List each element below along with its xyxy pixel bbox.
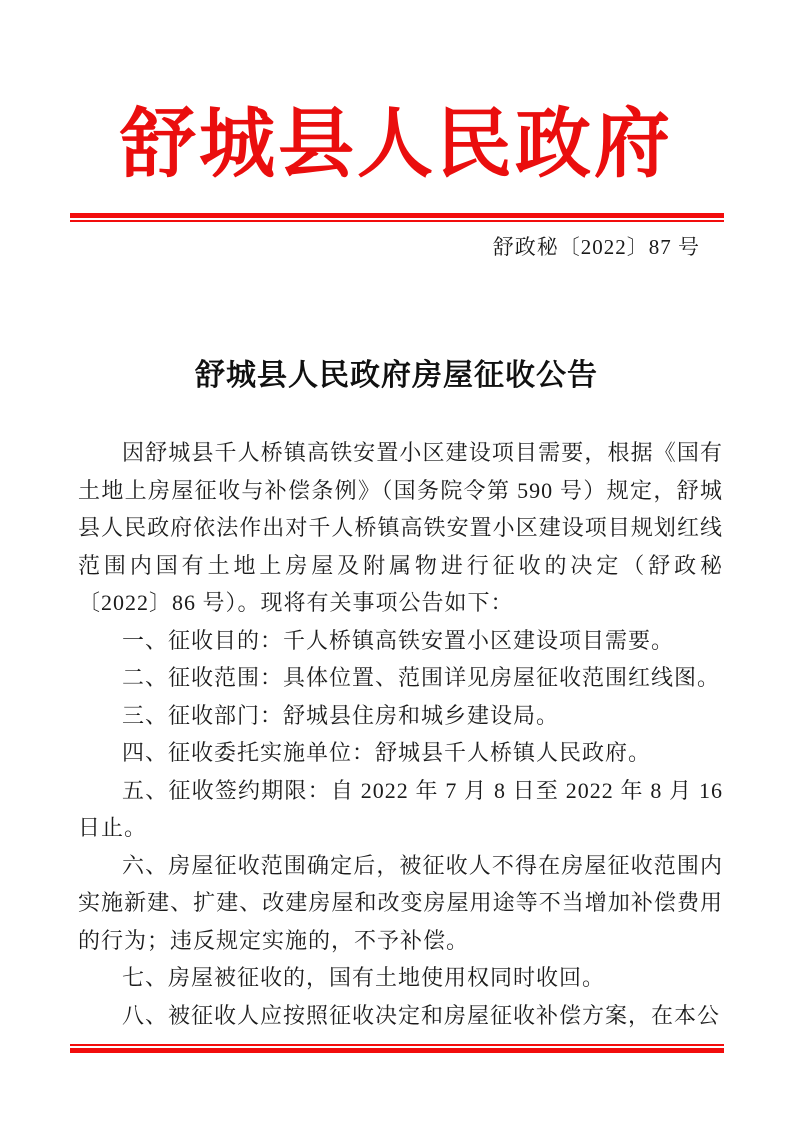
paragraph-item-4: 四、征收委托实施单位：舒城县千人桥镇人民政府。	[122, 740, 652, 765]
footer-thick-line	[70, 1048, 724, 1053]
paragraph-item-5: 五、征收签约期限：自 2022 年 7 月 8 日至 2022 年 8 月 16 日止。	[78, 777, 723, 840]
paragraph-item-6: 六、房屋征收范围确定后，被征收人不得在房屋征收范围内实施新建、扩建、改建房屋和改变房屋用途等不当增加补偿费用的行为；违反规定实施的，不予补偿。	[78, 852, 723, 953]
letterhead-divider	[70, 213, 724, 222]
divider-thin-line	[70, 220, 724, 222]
paragraph-item-1: 一、征收目的：千人桥镇高铁安置小区建设项目需要。	[122, 627, 675, 653]
paragraph-item-3: 三、征收部门：舒城县住房和城乡建设局。	[122, 702, 560, 728]
notice-body	[78, 434, 723, 1034]
notice-title: 舒城县人民政府房屋征收公告	[195, 359, 598, 392]
paragraph-item-2: 二、征收范围：具体位置、范围详见房屋征收范围红线图。	[122, 665, 721, 690]
paragraph-intro: 因舒城县千人桥镇高铁安置小区建设项目需要，根据《国有土地上房屋征收与补偿条例》（国务院令第 590 号）规定，舒城县人民政府依法作出对千人桥镇高铁安置小区建设项目规划红线范围内国有土地上房屋及附属物进行征收的决定（舒政秘〔2022〕86 号）。现将有关事项公告如下：	[78, 440, 723, 615]
doc-number: 舒政秘〔2022〕87 号	[492, 235, 700, 259]
paragraph-item-8: 八、被征收人应按照征收决定和房屋征收补偿方案，在本公	[122, 1002, 721, 1028]
paragraph-item-7: 七、房屋被征收的，国有土地使用权同时收回。	[122, 965, 606, 990]
letterhead-org-name: 舒城县人民政府	[120, 103, 673, 187]
footer-divider	[70, 1044, 724, 1053]
